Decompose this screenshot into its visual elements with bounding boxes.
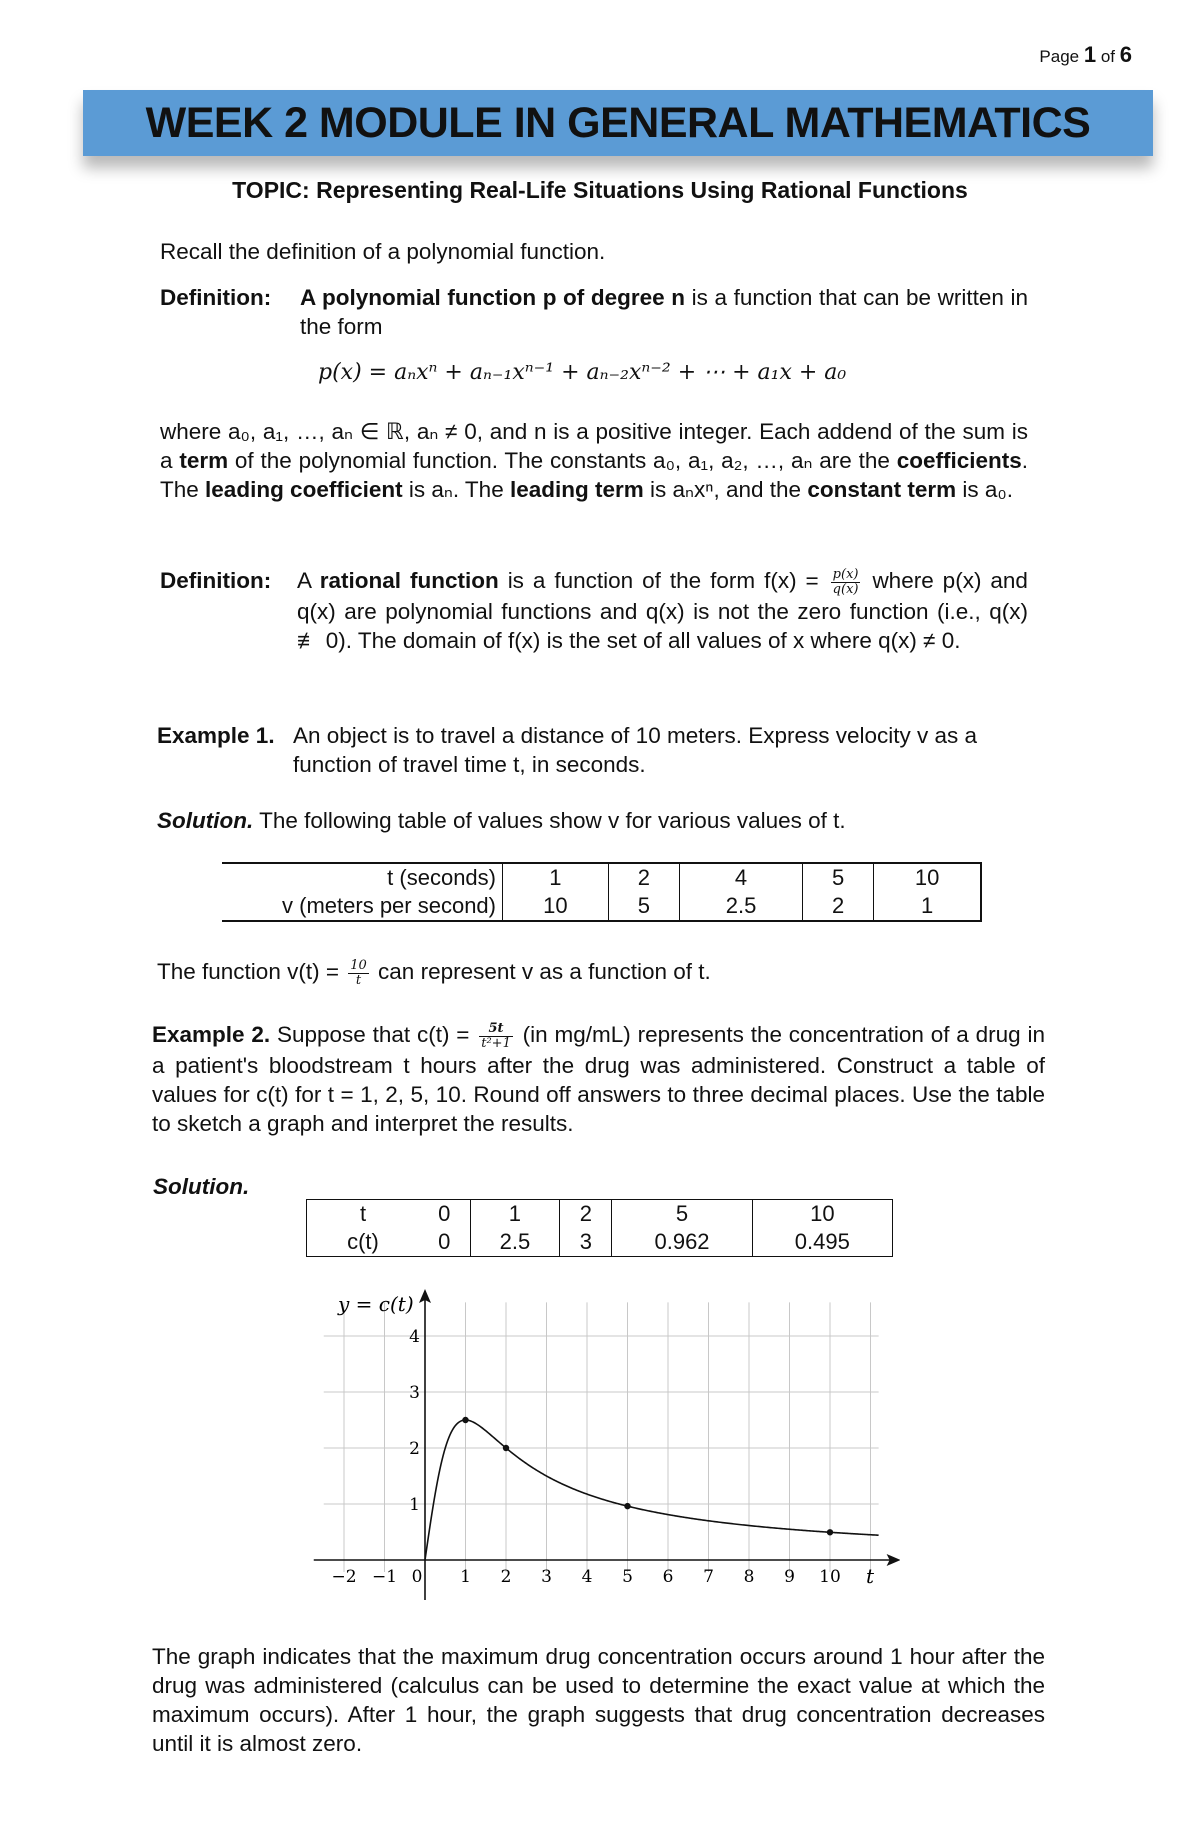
example2-solution: Solution. bbox=[153, 1174, 250, 1199]
def1-text: A polynomial function p of degree n is a function that can be written in the form bbox=[300, 285, 1028, 339]
x-tick-label: 10 bbox=[819, 1567, 841, 1587]
data-point bbox=[624, 1503, 630, 1509]
y-tick-label: 4 bbox=[409, 1327, 420, 1347]
x-tick-label: 8 bbox=[743, 1567, 755, 1587]
def1-label: Definition: bbox=[160, 285, 272, 310]
data-point bbox=[827, 1529, 833, 1535]
conclusion-paragraph: The graph indicates that the maximum drug concentration occurs around 1 hour after the drug was administered (calculus can be used to determine the exact value at which the maximum occurs). After 1 hour, the graph suggests that drug concentration decreases until it is almost zero. bbox=[152, 1644, 1045, 1756]
table-row: c(t) 0 2.5 3 0.962 0.495 bbox=[307, 1228, 893, 1257]
x-axis-label: t bbox=[866, 1564, 875, 1588]
y-tick-label: 3 bbox=[409, 1383, 420, 1403]
x-tick-label: 4 bbox=[581, 1567, 593, 1587]
concentration-table bbox=[306, 1199, 893, 1257]
x-tick-label: 1 bbox=[460, 1567, 471, 1587]
x-tick-label: 0 bbox=[411, 1567, 423, 1587]
data-point bbox=[503, 1445, 509, 1451]
topic-heading: TOPIC: Representing Real-Life Situations Using Rational Functions bbox=[232, 177, 968, 203]
x-tick-label: 6 bbox=[662, 1567, 674, 1587]
def2-label: Definition: bbox=[160, 568, 272, 593]
chart-points bbox=[462, 1417, 833, 1536]
table-row: t (seconds) 1 2 4 5 10 bbox=[222, 863, 981, 892]
polynomial-formula: p(x) = aₙxⁿ + aₙ₋₁xⁿ⁻¹ + aₙ₋₂xⁿ⁻² + ⋯ + a₁x + a₀ bbox=[318, 360, 847, 385]
velocity-fraction: $\frac{10}{t}$ bbox=[350, 957, 367, 988]
concentration-curve bbox=[425, 1420, 879, 1560]
recall-text: Recall the definition of a polynomial function. bbox=[160, 239, 606, 264]
def2-text: A rational function is a function of the form f(x) = $\frac{p(x)}{q(x)}$ where p(x) and q(x) are polynomial functions and q(x) is not the zero function (i.e., q(x) ≢ 0). The domain of f(x) is the set of all values of x where q(x) ≠ 0. bbox=[297, 566, 1028, 653]
where-paragraph: where a₀, a₁, …, aₙ ∈ ℝ, aₙ ≠ 0, and n is a positive integer. Each addend of the sum is a term of the polynomial function. The constants a₀, a₁, a₂, …, aₙ are the coefficients. The leading coefficient is aₙ. The leading term is aₙxⁿ, and the constant term is a₀. bbox=[160, 419, 1028, 502]
x-tick-label: 7 bbox=[703, 1567, 714, 1587]
table-row: v (meters per second) 10 5 2.5 2 1 bbox=[222, 892, 981, 921]
y-tick-label: 1 bbox=[409, 1495, 420, 1515]
concentration-fraction: $\frac{5t}{\text{t²+1}}$ bbox=[481, 1020, 511, 1051]
y-axis-label: y = c(t) bbox=[338, 1292, 414, 1316]
velocity-table bbox=[222, 862, 982, 922]
table-row: t 0 1 2 5 10 bbox=[359, 1201, 835, 1226]
data-point bbox=[462, 1417, 468, 1423]
example1-label: Example 1. bbox=[157, 723, 275, 748]
x-tick-label: 9 bbox=[784, 1567, 795, 1587]
y-tick-label: 2 bbox=[409, 1439, 420, 1459]
example1-text: An object is to travel a distance of 10 meters. Express velocity v as a function of travel time t, in seconds. bbox=[293, 723, 978, 777]
page-number: Page 1 of 6 bbox=[1039, 42, 1132, 67]
example2-text: Example 2. Suppose that c(t) = $\frac{5t}{\text{t²+1}}$ (in mg/mL) represents the concentration of a drug in a patient's bloodstream t hours after the drug was administered. Construct a table of values for c(t) for t = 1, 2, 5, 10. Round off answers to three decimal places. Use the table to sketch a graph and interpret the results. bbox=[152, 1020, 1045, 1136]
x-tick-label: −2 bbox=[331, 1567, 357, 1587]
x-tick-label: 2 bbox=[500, 1567, 512, 1587]
x-tick-label: −1 bbox=[371, 1567, 398, 1587]
x-tick-label: 5 bbox=[622, 1567, 633, 1587]
x-tick-label: 3 bbox=[541, 1567, 552, 1587]
page-title: WEEK 2 MODULE IN GENERAL MATHEMATICS bbox=[145, 98, 1091, 147]
example1-solution: Solution. The following table of values show v for various values of t. bbox=[157, 808, 846, 833]
concentration-graph bbox=[300, 1285, 900, 1615]
title-banner bbox=[83, 90, 1153, 156]
chart-ticks bbox=[331, 1327, 840, 1587]
rational-fraction: $\frac{p(x)}{q(x)}$ bbox=[832, 566, 859, 597]
chart-grid bbox=[324, 1302, 879, 1572]
velocity-function-text: The function v(t) = $\frac{10}{t}$ can represent v as a function of t. bbox=[157, 957, 711, 988]
